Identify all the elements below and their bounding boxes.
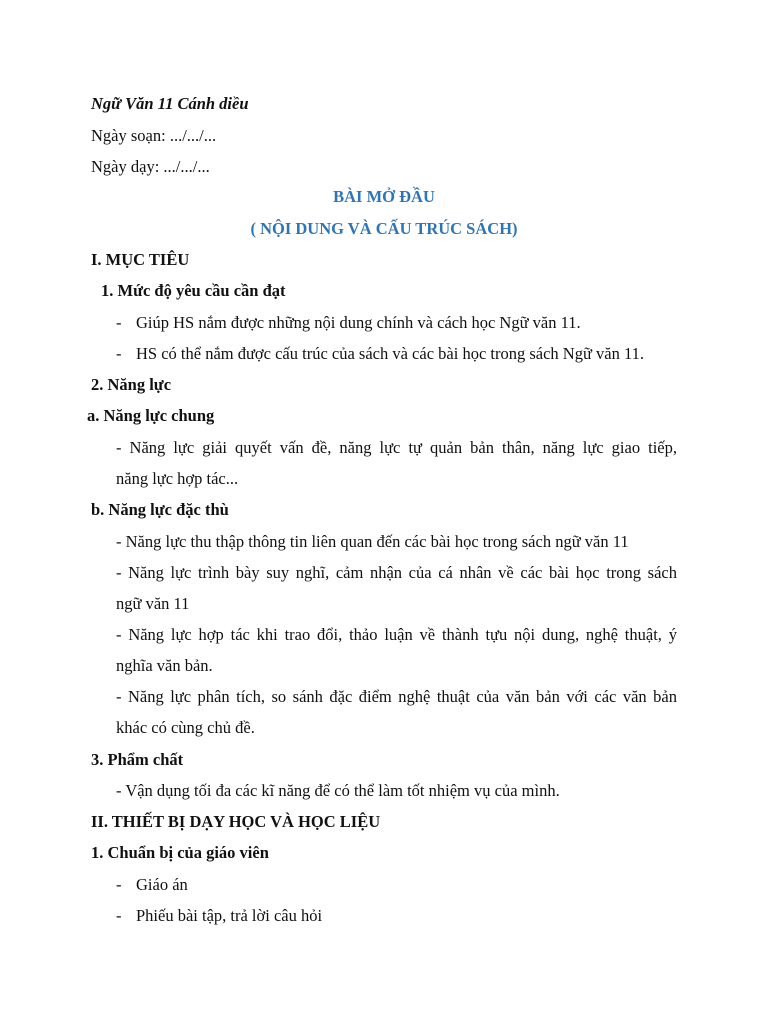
list-bullet: - <box>116 344 122 363</box>
paragraph-line: - Năng lực phân tích, so sánh đặc điểm nghệ thuật của văn bản với các văn bản <box>116 687 677 706</box>
paragraph-line: - Năng lực trình bày suy nghĩ, cảm nhận của cá nhân về các bài học trong sách <box>116 563 677 582</box>
section-heading-equipment: II. THIẾT BỊ DẠY HỌC VÀ HỌC LIỆU <box>91 812 381 831</box>
paragraph-line: - Năng lực giải quyết vấn đề, năng lực tự quản bản thân, năng lực giao tiếp, <box>116 438 677 457</box>
list-item: Phiếu bài tập, trả lời câu hỏi <box>136 906 323 925</box>
list-bullet: - <box>116 313 122 332</box>
teach-date: Ngày dạy: .../.../... <box>91 157 210 176</box>
subheading-specific-competency: b. Năng lực đặc thù <box>91 500 229 519</box>
list-bullet: - <box>116 875 122 894</box>
paragraph-line: - Năng lực hợp tác khi trao đổi, thảo luận về thành tựu nội dung, nghệ thuật, ý <box>116 625 677 644</box>
list-item: HS có thể nắm được cấu trúc của sách và các bài học trong sách Ngữ văn 11. <box>136 344 644 363</box>
subheading-teacher-preparation: 1. Chuẩn bị của giáo viên <box>91 843 269 862</box>
section-heading-objectives: I. MỤC TIÊU <box>91 250 190 269</box>
paragraph-line: - Năng lực thu thập thông tin liên quan đến các bài học trong sách ngữ văn 11 <box>116 532 629 551</box>
list-bullet: - <box>116 906 122 925</box>
subheading-requirements: 1. Mức độ yêu cầu cần đạt <box>101 281 286 300</box>
paragraph-line: ngữ văn 11 <box>116 594 190 613</box>
lesson-title: BÀI MỞ ĐẦU <box>333 187 435 206</box>
prep-date: Ngày soạn: .../.../... <box>91 126 217 145</box>
list-item: Giáo án <box>136 875 188 894</box>
paragraph-line: - Vận dụng tối đa các kĩ năng để có thể làm tốt nhiệm vụ của mình. <box>116 781 560 800</box>
subheading-qualities: 3. Phẩm chất <box>91 750 184 769</box>
subject-title: Ngữ Văn 11 Cánh diều <box>91 94 249 113</box>
subheading-competencies: 2. Năng lực <box>91 375 172 394</box>
lesson-subtitle: ( NỘI DUNG VÀ CẤU TRÚC SÁCH) <box>250 219 518 238</box>
subheading-general-competency: a. Năng lực chung <box>87 406 215 425</box>
paragraph-line: năng lực hợp tác... <box>116 469 239 488</box>
paragraph-line: nghĩa văn bản. <box>116 656 213 675</box>
paragraph-line: khác có cùng chủ đề. <box>116 718 255 737</box>
list-item: Giúp HS nắm được những nội dung chính và cách học Ngữ văn 11. <box>136 313 581 332</box>
